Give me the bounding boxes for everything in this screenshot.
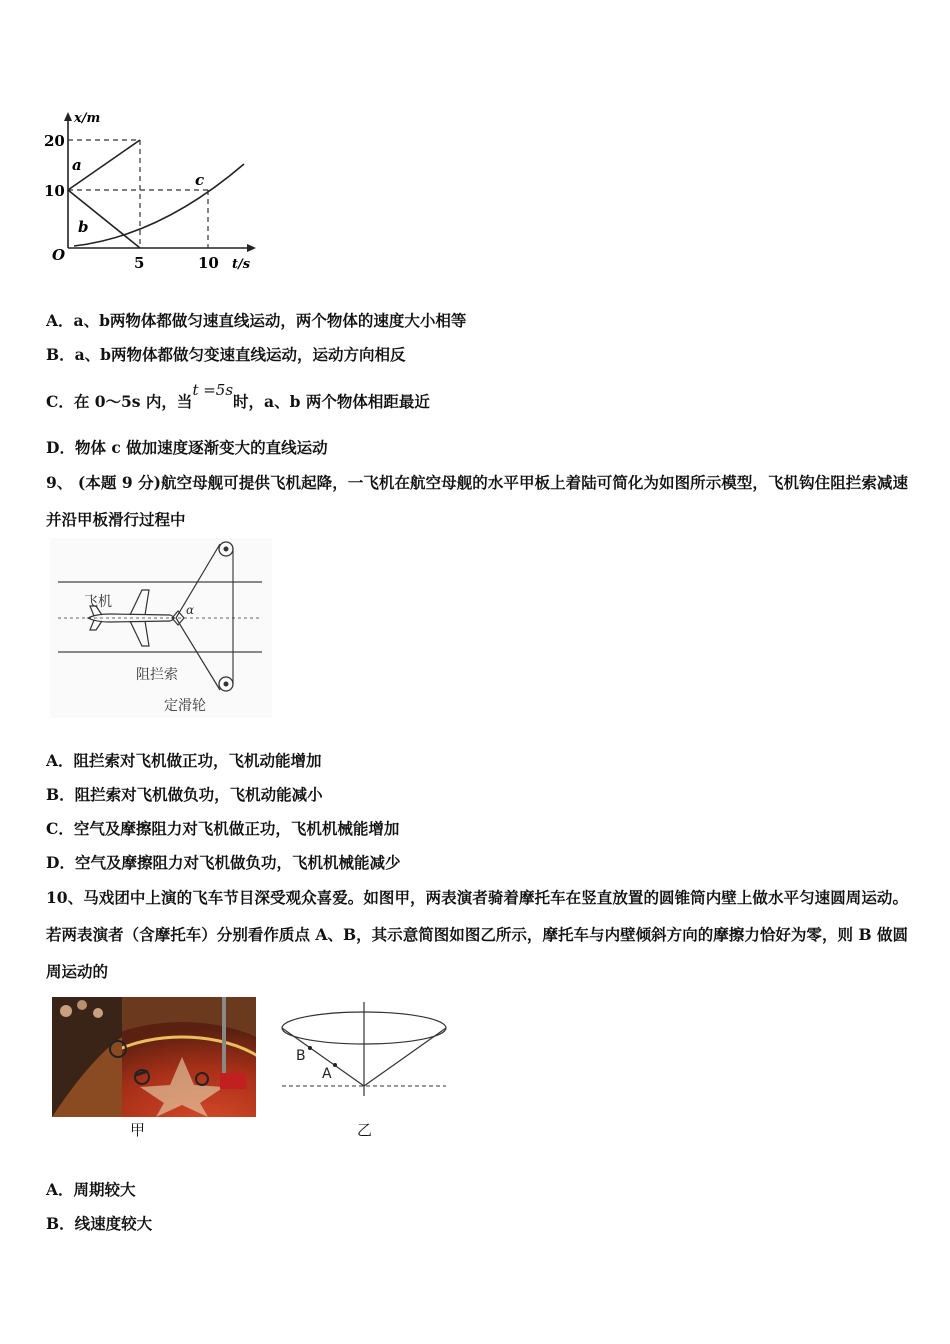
q8-option-c: C．在 0～5s 内，当t =5s时，a、b 两个物体相距最近	[46, 381, 430, 411]
q9-stem: 9、 (本题 9 分)航空母舰可提供飞机起降，一飞机在航空母舰的水平甲板上着陆可简化为如图所示模型，飞机钩住阻拦索减速并沿甲板滑行过程中	[46, 473, 908, 529]
label-point-b: B	[296, 1048, 306, 1064]
x-tick-5: 5	[134, 254, 145, 272]
label-pulley: 定滑轮	[164, 698, 206, 714]
alpha-label: α	[186, 603, 195, 617]
math-t-equals-5s: t =5s	[192, 381, 234, 399]
y-axis-arrow	[64, 112, 72, 121]
q8-option-d: D．物体 c 做加速度逐渐变大的直线运动	[46, 438, 328, 457]
label-plane: 飞机	[84, 594, 112, 610]
label-a: a	[72, 156, 82, 174]
y-tick-10: 10	[44, 182, 65, 200]
label-b: b	[78, 218, 89, 236]
cone-diagram	[278, 1002, 450, 1096]
x-axis-label: t/s	[232, 257, 251, 272]
xt-graph	[40, 108, 260, 278]
cone-right-side	[364, 1028, 446, 1086]
origin-label: O	[52, 246, 66, 264]
x-tick-10: 10	[198, 254, 219, 272]
q10-option-a: A．周期较大	[46, 1180, 136, 1199]
q10-stem: 10、马戏团中上演的飞车节目深受观众喜爱。如图甲，两表演者骑着摩托车在竖直放置的圆锥筒内壁上做水平匀速圆周运动。若两表演者（含摩托车）分别看作质点 A、B，其示意简图如图乙所示，摩托车与内壁倾斜方向的摩擦力恰好为零，则 B 做圆周运动的	[46, 888, 908, 981]
q9-option-c: C．空气及摩擦阻力对飞机做正功，飞机机械能增加	[46, 819, 400, 838]
label-c: c	[195, 171, 205, 189]
circus-photo	[52, 997, 256, 1117]
q9-option-a: A．阻拦索对飞机做正功，飞机动能增加	[46, 751, 322, 770]
x-axis-arrow	[247, 244, 256, 252]
point-a	[333, 1063, 337, 1067]
q8-option-b: B．a、b两物体都做匀变速直线运动，运动方向相反	[46, 345, 406, 364]
q8-option-a: A．a、b两物体都做匀速直线运动，两个物体的速度大小相等	[46, 311, 467, 330]
label-cable: 阻拦索	[136, 667, 178, 683]
q9-option-b: B．阻拦索对飞机做负功，飞机动能减小	[46, 785, 323, 804]
y-tick-20: 20	[44, 132, 65, 150]
diagram-label-yi: 乙	[357, 1121, 373, 1139]
photo-label-jia: 甲	[130, 1121, 146, 1139]
carrier-landing-figure	[50, 538, 272, 718]
point-b	[308, 1046, 312, 1050]
label-point-a: A	[322, 1066, 332, 1082]
q9-option-d: D．空气及摩擦阻力对飞机做负功，飞机机械能减少	[46, 853, 401, 872]
y-axis-label: x/m	[74, 111, 101, 126]
curve-c	[74, 164, 244, 246]
q10-option-b: B．线速度较大	[46, 1214, 153, 1233]
